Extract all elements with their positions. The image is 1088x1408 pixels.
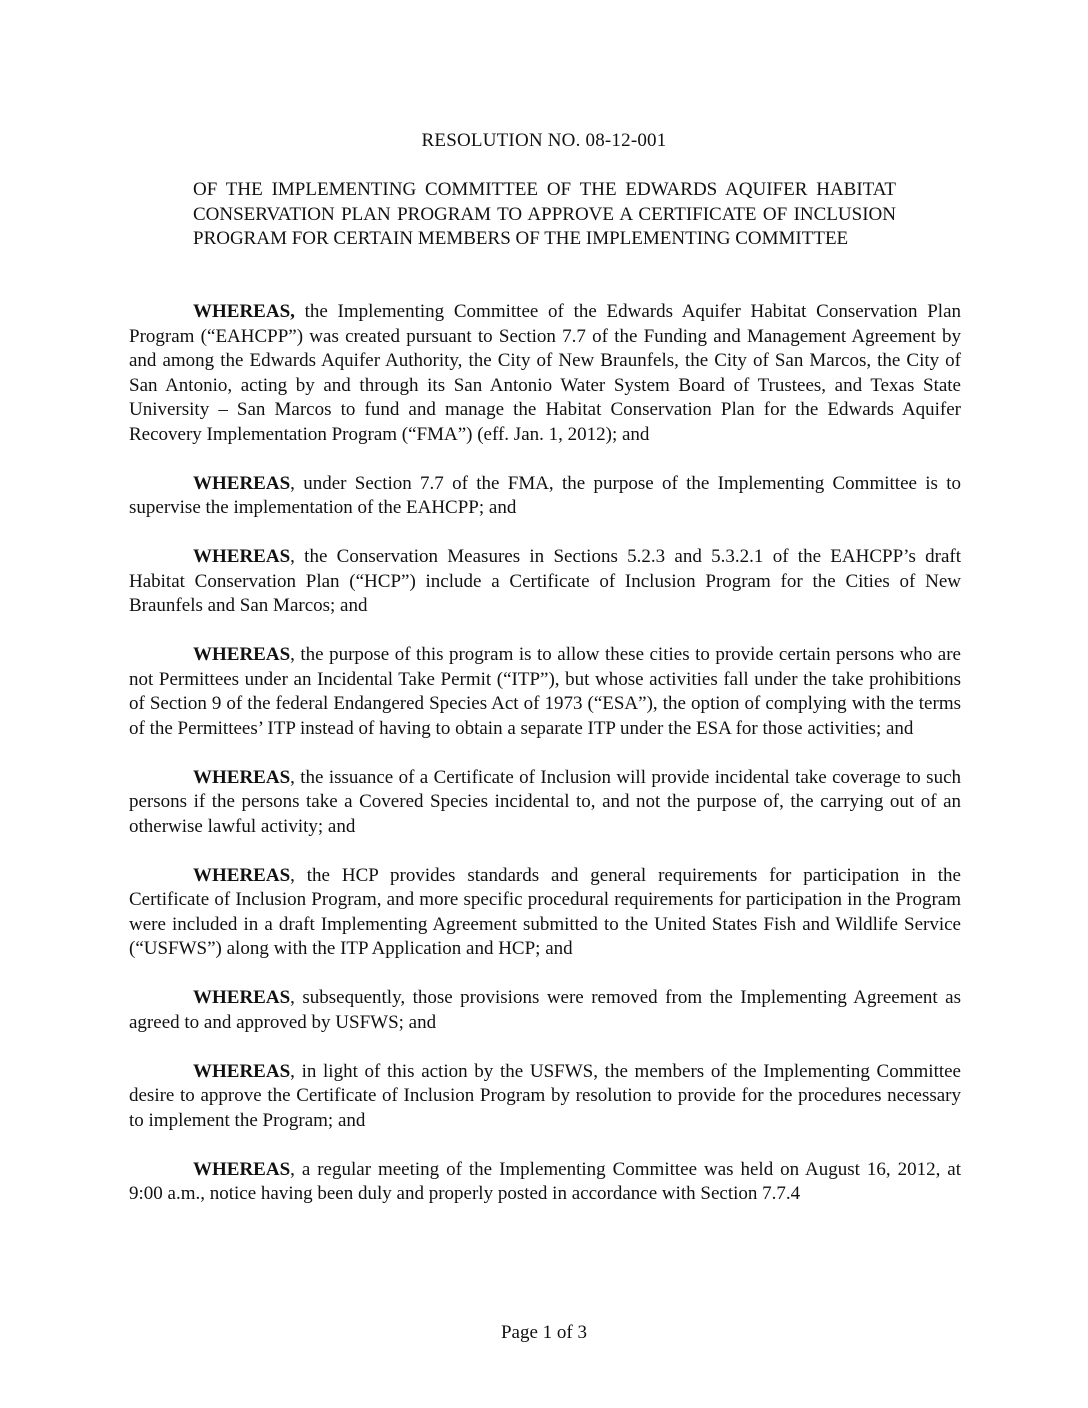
whereas-lead-6: WHEREAS <box>193 864 291 886</box>
whereas-paragraph-1 <box>129 300 961 447</box>
whereas-paragraph-6 <box>129 864 961 962</box>
whereas-lead-4: WHEREAS <box>193 644 291 665</box>
whereas-text-6: , the HCP provides standards and general requirements for participation in the Certificate of Inclusion Program, and more specific procedural requirements for participation in the Program were included in a draft Implementing Agreement submitted to the United States Fish and Wildlife Service (“USFWS”) along with the ITP Application and HCP; and <box>129 864 961 959</box>
whereas-lead-8: WHEREAS <box>193 1060 291 1082</box>
whereas-paragraph-4 <box>129 643 961 741</box>
whereas-paragraph-7 <box>129 986 961 1035</box>
whereas-paragraph-5 <box>129 766 961 840</box>
whereas-text-2: , under Section 7.7 of the FMA, the purpose of the Implementing Committee is to supervise the implementation of the EAHCPP; and <box>129 472 961 518</box>
whereas-lead-1: WHEREAS, <box>193 301 295 322</box>
whereas-text-9: , a regular meeting of the Implementing Committee was held on August 16, 2012, at 9:00 a.m., notice having been duly and properly posted in accordance with Section 7.7.4 <box>129 1158 961 1204</box>
page-number-footer: Page 1 of 3 <box>500 1322 587 1343</box>
whereas-lead-7: WHEREAS <box>193 987 291 1008</box>
whereas-paragraph-9 <box>129 1158 961 1207</box>
whereas-text-8: , in light of this action by the USFWS, the members of the Implementing Committee desire to approve the Certificate of Inclusion Program by resolution to provide for the procedures necessary to implement the Program; and <box>129 1060 961 1131</box>
whereas-text-3: , the Conservation Measures in Sections 5.2.3 and 5.3.2.1 of the EAHCPP’s draft Habitat Conservation Plan (“HCP”) include a Certificate of Inclusion Program for the Cities of New Braunfels and San Marcos; and <box>129 546 961 616</box>
whereas-text-5: , the issuance of a Certificate of Inclusion will provide incidental take coverage to such persons if the persons take a Covered Species incidental to, and not the purpose of, the carrying out of an otherwise lawful activity; and <box>129 766 961 837</box>
whereas-text-4: , the purpose of this program is to allow these cities to provide certain persons who are not Permittees under an Incidental Take Permit (“ITP”), but whose activities fall under the take prohibitions of Section 9 of the federal Endangered Species Act of 1973 (“ESA”), the option of complying with the terms of the Permittees’ ITP instead of having to obtain a separate ITP under the ESA for those activities; and <box>129 644 961 739</box>
whereas-lead-3: WHEREAS <box>193 546 291 567</box>
whereas-paragraph-2 <box>129 472 961 521</box>
whereas-lead-2: WHEREAS <box>193 472 291 494</box>
resolution-subtitle: OF THE IMPLEMENTING COMMITTEE OF THE EDWARDS AQUIFER HABITAT CONSERVATION PLAN PROGRAM TO APPROVE A CERTIFICATE OF INCLUSION PROGRAM FOR CERTAIN MEMBERS OF THE IMPLEMENTING COMMITTEE <box>193 179 896 249</box>
whereas-paragraph-8 <box>129 1060 961 1134</box>
whereas-lead-9: WHEREAS <box>193 1158 291 1180</box>
whereas-lead-5: WHEREAS <box>193 766 291 788</box>
whereas-text-1: the Implementing Committee of the Edwards Aquifer Habitat Conservation Plan Program (“EAHCPP”) was created pursuant to Section 7.7 of the Funding and Management Agreement by and among the Edwards Aquifer Authority, the City of New Braunfels, the City of San Marcos, the City of San Antonio, acting by and through its San Antonio Water System Board of Trustees, and Texas State University – San Marcos to fund and manage the Habitat Conservation Plan for the Edwards Aquifer Recovery Implementation Program (“FMA”) (eff. Jan. 1, 2012); and <box>129 301 961 445</box>
resolution-body <box>129 300 961 1231</box>
resolution-title: RESOLUTION NO. 08-12-001 <box>421 130 667 151</box>
whereas-paragraph-3 <box>129 545 961 619</box>
whereas-text-7: , subsequently, those provisions were removed from the Implementing Agreement as agreed to and approved by USFWS; and <box>129 987 961 1033</box>
